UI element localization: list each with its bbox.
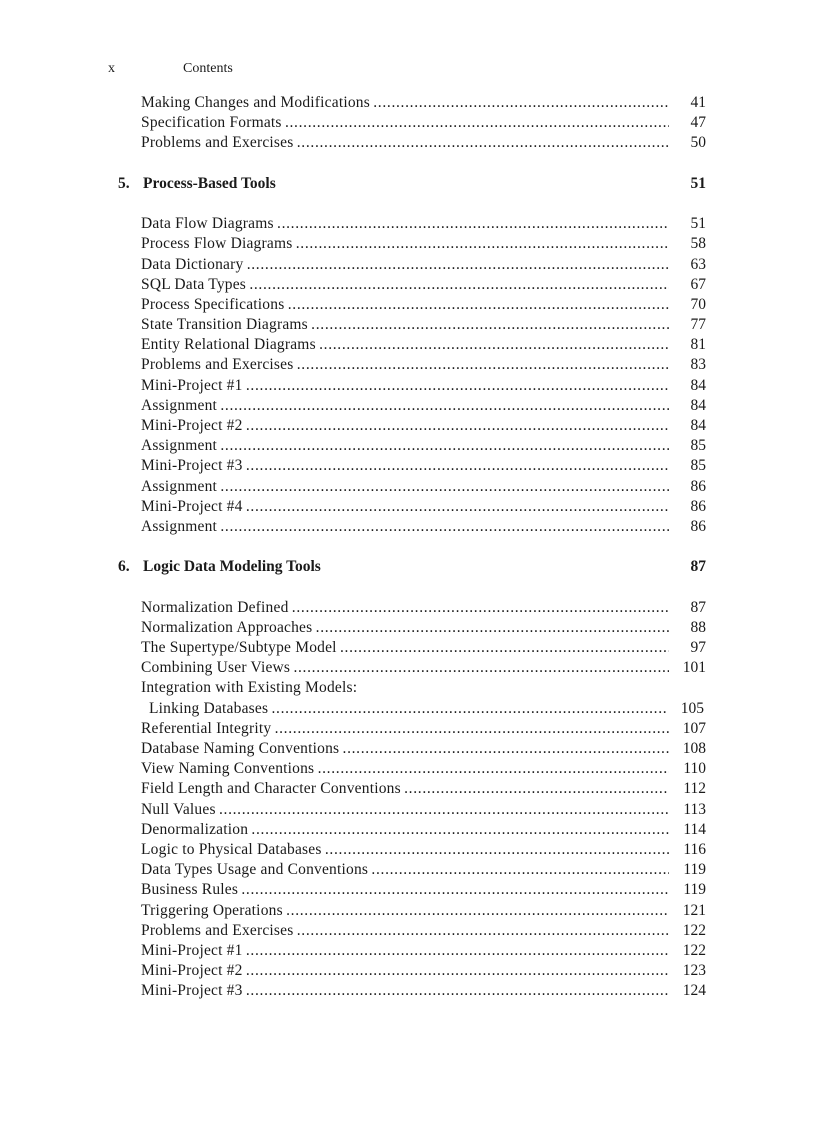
dot-leader xyxy=(141,214,671,234)
toc-entry xyxy=(0,800,816,820)
dot-leader xyxy=(141,113,671,133)
dot-leader xyxy=(141,961,671,981)
toc-entry-label: Logic to Physical Databases xyxy=(141,840,322,858)
toc-entry-page: 85 xyxy=(669,436,706,456)
toc-entry xyxy=(0,860,816,880)
toc-entry-label: Problems and Exercises xyxy=(141,134,294,152)
toc-entry-label: Assignment xyxy=(141,396,218,414)
toc-entry-page: 83 xyxy=(669,355,706,375)
dot-leader xyxy=(141,880,671,900)
toc-entry xyxy=(0,295,816,315)
toc-entry-label: Database Naming Conventions xyxy=(141,740,340,757)
chapter-number: 5. xyxy=(118,174,130,192)
toc-entry xyxy=(0,901,816,921)
toc-entry-page: 108 xyxy=(669,739,706,759)
toc-entry-page: 47 xyxy=(669,113,706,133)
dot-leader xyxy=(141,658,671,678)
toc-entry xyxy=(0,739,816,759)
toc-entry xyxy=(0,961,816,981)
toc-entry-label: Referential Integrity xyxy=(141,719,272,737)
toc-entry-page: 84 xyxy=(669,376,706,396)
dot-leader xyxy=(141,981,671,1001)
toc-entry-label: Entity Relational Diagrams xyxy=(141,336,316,354)
toc-entry xyxy=(0,820,816,840)
chapter-page: 87 xyxy=(690,558,706,576)
toc-entry-page: 119 xyxy=(669,880,706,900)
toc-entry-page: 105 xyxy=(667,699,704,719)
toc-entry-page: 122 xyxy=(669,941,706,961)
dot-leader xyxy=(141,779,671,799)
section-gap xyxy=(0,194,816,214)
dot-leader xyxy=(141,436,671,456)
toc-entry xyxy=(0,598,816,618)
toc-entry xyxy=(0,355,816,375)
dot-leader xyxy=(141,315,671,335)
toc-entry-page: 97 xyxy=(669,638,706,658)
toc-entry-page: 70 xyxy=(669,295,706,315)
dot-leader xyxy=(141,275,671,295)
toc-entry-label: Mini-Project #3 xyxy=(141,982,243,1000)
toc-entry xyxy=(0,981,816,1001)
dot-leader xyxy=(141,234,671,254)
toc-entry xyxy=(0,497,816,517)
toc-entry-label: Assignment xyxy=(141,437,218,455)
toc-entry-label: Triggering Operations xyxy=(141,901,283,919)
toc-entry-label: Normalization Approaches xyxy=(141,618,313,636)
dot-leader xyxy=(141,477,671,497)
toc-entry-label: Null Values xyxy=(141,800,216,818)
section-gap xyxy=(0,537,816,557)
toc-entry-label: Mini-Project #3 xyxy=(141,457,243,475)
toc-entry-label: Data Flow Diagrams xyxy=(141,215,274,233)
toc-entry-page: 110 xyxy=(669,759,706,779)
dot-leader xyxy=(141,355,671,375)
toc-entry-page: 85 xyxy=(669,456,706,476)
toc-entry-label: Problems and Exercises xyxy=(141,921,294,939)
toc-entry-label: Combining User Views xyxy=(141,659,291,677)
toc-entry xyxy=(0,618,816,638)
toc-entry-page: 77 xyxy=(669,315,706,335)
toc-entry xyxy=(0,840,816,860)
toc-entry xyxy=(0,214,816,234)
dot-leader xyxy=(141,759,671,779)
table-of-contents xyxy=(0,93,816,1001)
chapter-title: Logic Data Modeling Tools xyxy=(143,558,321,576)
toc-entry-label: Data Dictionary xyxy=(141,255,244,273)
chapter-heading xyxy=(0,174,816,194)
chapter-heading xyxy=(0,557,816,577)
dot-leader xyxy=(141,638,671,658)
toc-entry xyxy=(0,113,816,133)
dot-leader xyxy=(141,396,671,416)
dot-leader xyxy=(141,598,671,618)
toc-entry xyxy=(0,719,816,739)
dot-leader xyxy=(141,739,671,759)
toc-entry-page: 81 xyxy=(669,335,706,355)
toc-entry-page: 114 xyxy=(669,820,706,840)
dot-leader xyxy=(141,820,671,840)
toc-entry-label: Data Types Usage and Conventions xyxy=(141,861,369,879)
toc-entry-page: 67 xyxy=(669,275,706,295)
toc-entry-page: 121 xyxy=(669,901,706,921)
toc-entry-page: 122 xyxy=(669,921,706,941)
toc-entry-label: Mini-Project #2 xyxy=(141,417,243,434)
chapter-number: 6. xyxy=(118,558,130,576)
toc-entry xyxy=(0,921,816,941)
dot-leader xyxy=(141,517,671,537)
toc-entry xyxy=(0,234,816,254)
toc-entry xyxy=(0,93,816,113)
dot-leader xyxy=(141,901,671,921)
toc-entry-label: SQL Data Types xyxy=(141,275,247,293)
toc-entry-page: 58 xyxy=(669,234,706,254)
section-gap xyxy=(0,578,816,598)
dot-leader xyxy=(141,860,671,880)
toc-entry-label: Process Specifications xyxy=(141,295,285,313)
toc-entry-label: Field Length and Character Conventions xyxy=(141,780,401,798)
toc-entry-page: 101 xyxy=(669,658,706,678)
dot-leader xyxy=(149,699,673,719)
toc-entry xyxy=(0,759,816,779)
toc-entry-page: 63 xyxy=(669,255,706,275)
toc-entry-label: The Supertype/Subtype Model xyxy=(141,639,337,657)
toc-entry-label: Assignment xyxy=(141,477,218,495)
toc-entry-label: Denormalization xyxy=(141,820,249,838)
toc-entry-page: 87 xyxy=(669,598,706,618)
dot-leader xyxy=(141,719,671,739)
toc-entry xyxy=(0,477,816,497)
running-title: Contents xyxy=(183,61,233,76)
toc-entry-label: Process Flow Diagrams xyxy=(141,235,293,253)
toc-entry-label: Specification Formats xyxy=(141,114,282,132)
toc-entry xyxy=(0,456,816,476)
toc-entry xyxy=(0,396,816,416)
toc-entry-label: Problems and Exercises xyxy=(141,356,294,374)
toc-entry xyxy=(0,315,816,335)
toc-entry-label: Making Changes and Modifications xyxy=(141,94,370,111)
toc-entry xyxy=(0,275,816,295)
toc-entry-label: Linking Databases xyxy=(149,699,269,717)
dot-leader xyxy=(141,618,671,638)
toc-entry-label: Mini-Project #2 xyxy=(141,962,243,980)
chapter-title: Process-Based Tools xyxy=(143,174,276,192)
dot-leader xyxy=(141,335,671,355)
dot-leader xyxy=(141,416,671,436)
dot-leader xyxy=(141,800,671,820)
toc-entry xyxy=(0,658,816,678)
toc-entry-page: 84 xyxy=(669,416,706,436)
toc-entry-page: 113 xyxy=(669,800,706,820)
dot-leader xyxy=(141,295,671,315)
dot-leader xyxy=(141,255,671,275)
toc-entry xyxy=(0,335,816,355)
chapter-page: 51 xyxy=(690,174,706,192)
toc-entry xyxy=(0,638,816,658)
toc-entry-page: 84 xyxy=(669,396,706,416)
toc-entry xyxy=(0,779,816,799)
toc-entry-label: Mini-Project #1 xyxy=(141,941,243,959)
toc-entry-label: Business Rules xyxy=(141,881,239,899)
toc-entry xyxy=(0,436,816,456)
toc-entry xyxy=(0,699,816,719)
toc-entry-page: 86 xyxy=(669,497,706,517)
dot-leader xyxy=(141,941,671,961)
toc-entry-label: Assignment xyxy=(141,517,218,535)
toc-entry-page: 112 xyxy=(669,779,706,799)
toc-entry-label: Mini-Project #4 xyxy=(141,497,243,515)
toc-entry xyxy=(0,941,816,961)
section-gap xyxy=(0,154,816,174)
toc-entry-page: 116 xyxy=(669,840,706,860)
dot-leader xyxy=(141,840,671,860)
toc-entry xyxy=(0,517,816,537)
toc-entry-page: 51 xyxy=(669,214,706,234)
dot-leader xyxy=(141,921,671,941)
toc-entry-page: 86 xyxy=(669,477,706,497)
toc-entry-label: State Transition Diagrams xyxy=(141,316,308,334)
toc-entry-page: 107 xyxy=(669,719,706,739)
toc-entry-label: Normalization Defined xyxy=(141,598,289,616)
toc-entry-page: 88 xyxy=(669,618,706,638)
dot-leader xyxy=(141,497,671,517)
toc-heading-line xyxy=(0,678,816,698)
dot-leader xyxy=(141,456,671,476)
dot-leader xyxy=(141,133,671,153)
toc-entry-label: Integration with Existing Models: xyxy=(141,679,358,697)
page-folio: x xyxy=(108,61,115,76)
toc-entry-page: 50 xyxy=(669,133,706,153)
toc-entry-page: 41 xyxy=(669,93,706,113)
dot-leader xyxy=(141,376,671,396)
toc-entry xyxy=(0,416,816,436)
running-head xyxy=(108,61,233,77)
toc-entry-label: View Naming Conventions xyxy=(141,760,315,778)
toc-entry xyxy=(0,133,816,153)
toc-entry-label: Mini-Project #1 xyxy=(141,376,243,394)
dot-leader xyxy=(141,93,671,113)
toc-entry xyxy=(0,376,816,396)
toc-entry-page: 123 xyxy=(669,961,706,981)
toc-entry-page: 86 xyxy=(669,517,706,537)
toc-entry-page: 119 xyxy=(669,860,706,880)
toc-entry xyxy=(0,880,816,900)
toc-entry-page: 124 xyxy=(669,981,706,1001)
toc-entry xyxy=(0,255,816,275)
